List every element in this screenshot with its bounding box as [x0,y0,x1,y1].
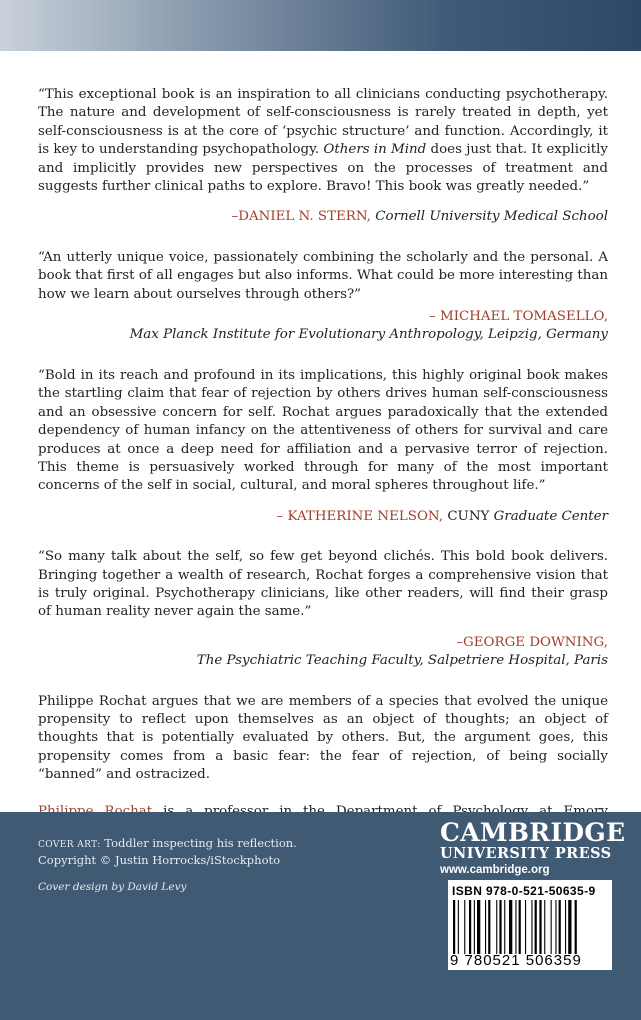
back-cover-text [38,86,608,839]
publisher-subtitle: UNIVERSITY PRESS [440,845,612,862]
isbn-text: ISBN 978-0-521-50635-9 [452,884,596,898]
cover-art-text: Toddler inspecting his reflection. [100,836,297,850]
attribution-name: –DANIEL N. STERN, [231,209,371,225]
attribution-name: –GEORGE DOWNING, [456,634,608,650]
copyright-credit: Copyright © Justin Horrocks/iStockphoto [38,853,281,867]
barcode-number: 9 780521 506359 [450,952,582,969]
quote-text-cont: does just that. It explicitly and implicitly provides new perspectives on the processes of treatment and suggests further clinical paths to explore. Bravo! This book was greatly needed.” [38,142,608,195]
quote-text: “This exceptional book is an inspiration to all clinicians conducting psychotherapy. The nature and development of self-consciousness is rarely treated in depth, yet self-consciousness is at the core of ‘psychic structure’ and function. Accordingly, it is key to understanding psychopathology. [38,87,608,158]
attribution-affiliation: Max Planck Institute for Evolutionary Anthropology, Leipzig, Germany [129,327,608,343]
cover-credits [38,836,297,895]
attribution-affiliation: Graduate Center [493,508,608,524]
attribution-stern [38,208,608,226]
attribution-affiliation: Cornell University Medical School [375,209,608,225]
quote-nelson: “Bold in its reach and profound in its implications, this highly original book makes the startling claim that fear of rejection by others drives human self-consciousness and an obsessive concern for self. Rochat argues paradoxically that the extended dependency of human infancy on the attentiveness of others for survival and care produces at once a deep need for affiliation and a pervasive terror of rejection. This theme is persuasively worked through for many of the most important concerns of the self in social, cultural, and moral spheres throughout life.” [38,367,608,494]
attribution-affiliation-plain: CUNY [447,508,490,524]
quote-downing: “So many talk about the self, so few get beyond clichés. This bold book delivers. Bringing together a wealth of research, Rochat forges a comprehensive vision that is truly original. Psychotherapy clinicians, like other readers, will find their grasp of human reality never again the same.” [38,549,608,620]
publisher-block [440,818,626,876]
attribution-nelson [38,508,608,526]
top-gradient-band [0,0,641,51]
publisher-url: www.cambridge.org [440,864,550,876]
quote-stern [38,86,608,196]
cover-art-credit [38,836,297,853]
book-summary: Philippe Rochat argues that we are members of a species that evolved the unique propensity to reflect upon themselves as an object of thoughts; an object of thoughts that is potentially evaluated by others. But, the argument goes, this propensity comes from a basic fear: the fear of rejection, of being socially “banned” and ostracized. [38,693,608,783]
attribution-name: – MICHAEL TOMASELLO, [429,309,608,325]
attribution-name: – KATHERINE NELSON, [276,508,444,524]
barcode-icon [452,900,608,954]
cover-art-label: COVER ART: [38,840,101,850]
attribution-affiliation: The Psychiatric Teaching Faculty, Salpetriere Hospital, Paris [196,653,608,669]
attribution-downing [38,634,608,671]
publisher-name: CAMBRIDGE [440,818,626,847]
quote-tomasello: “An utterly unique voice, passionately combining the scholarly and the personal. A book that first of all engages but also informs. What could be more interesting than how we learn about ourselves through others?” [38,249,608,302]
design-credit: Cover design by David Levy [38,881,187,893]
attribution-tomasello [38,308,608,345]
barcode-box [448,880,612,970]
book-title: Others in Mind [323,142,427,158]
